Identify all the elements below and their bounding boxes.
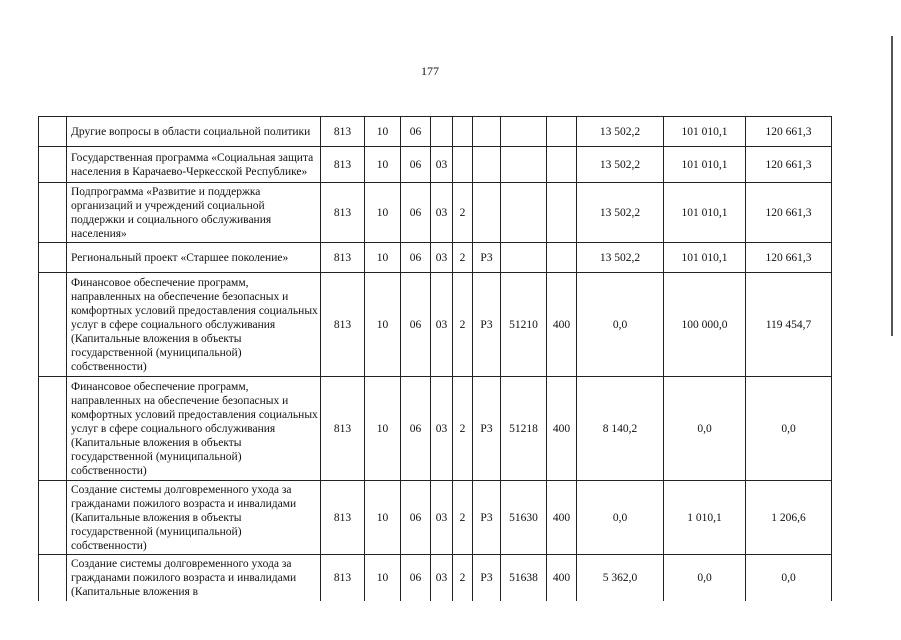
section-code-cell: 10 <box>365 377 401 481</box>
target-article-cell: 51630 <box>501 481 547 555</box>
ved-code-cell: 813 <box>321 147 365 183</box>
section-code-cell: 10 <box>365 243 401 273</box>
amount-year2-cell: 1 010,1 <box>664 481 746 555</box>
amount-year2-cell: 101 010,1 <box>664 183 746 243</box>
row-number-cell <box>39 273 67 377</box>
program-code-cell: 03 <box>431 377 453 481</box>
ved-code-cell: 813 <box>321 183 365 243</box>
row-name-cell: Другие вопросы в области социальной политики <box>67 117 321 147</box>
row-number-cell <box>39 147 67 183</box>
subsection-code-cell: 06 <box>401 555 431 601</box>
subprogram-code-cell: 2 <box>453 243 473 273</box>
section-code-cell: 10 <box>365 117 401 147</box>
subprogram-code-cell: 2 <box>453 377 473 481</box>
amount-year3-cell: 0,0 <box>746 377 832 481</box>
amount-year1-cell: 8 140,2 <box>577 377 664 481</box>
ved-code-cell: 813 <box>321 117 365 147</box>
subprogram-code-cell: 2 <box>453 481 473 555</box>
project-code-cell: P3 <box>473 243 501 273</box>
program-code-cell: 03 <box>431 481 453 555</box>
amount-year2-cell: 0,0 <box>664 555 746 601</box>
table-row <box>39 147 832 183</box>
target-article-cell <box>501 183 547 243</box>
row-number-cell <box>39 243 67 273</box>
program-code-cell: 03 <box>431 183 453 243</box>
target-article-cell: 51638 <box>501 555 547 601</box>
table-row <box>39 555 832 601</box>
subprogram-code-cell: 2 <box>453 273 473 377</box>
project-code-cell <box>473 117 501 147</box>
program-code-cell: 03 <box>431 555 453 601</box>
amount-year3-cell: 119 454,7 <box>746 273 832 377</box>
ved-code-cell: 813 <box>321 243 365 273</box>
amount-year1-cell: 5 362,0 <box>577 555 664 601</box>
row-name-cell: Создание системы долговременного ухода за гражданами пожилого возраста и инвалидами (Капитальные вложения в <box>67 555 321 601</box>
section-code-cell: 10 <box>365 555 401 601</box>
expense-type-cell <box>547 117 577 147</box>
section-code-cell: 10 <box>365 273 401 377</box>
ved-code-cell: 813 <box>321 377 365 481</box>
expense-type-cell <box>547 147 577 183</box>
amount-year3-cell: 120 661,3 <box>746 183 832 243</box>
row-name-cell: Подпрограмма «Развитие и поддержка организаций и учреждений социальной поддержки и социального обслуживания населения» <box>67 183 321 243</box>
amount-year1-cell: 13 502,2 <box>577 243 664 273</box>
amount-year3-cell: 120 661,3 <box>746 243 832 273</box>
subprogram-code-cell: 2 <box>453 555 473 601</box>
table-row <box>39 183 832 243</box>
amount-year1-cell: 0,0 <box>577 273 664 377</box>
target-article-cell <box>501 147 547 183</box>
amount-year3-cell: 120 661,3 <box>746 117 832 147</box>
row-name-cell: Региональный проект «Старшее поколение» <box>67 243 321 273</box>
section-code-cell: 10 <box>365 183 401 243</box>
project-code-cell: P3 <box>473 377 501 481</box>
subprogram-code-cell <box>453 117 473 147</box>
amount-year2-cell: 101 010,1 <box>664 243 746 273</box>
subprogram-code-cell: 2 <box>453 183 473 243</box>
program-code-cell: 03 <box>431 273 453 377</box>
section-code-cell: 10 <box>365 147 401 183</box>
ved-code-cell: 813 <box>321 481 365 555</box>
subsection-code-cell: 06 <box>401 377 431 481</box>
project-code-cell <box>473 147 501 183</box>
row-number-cell <box>39 377 67 481</box>
expense-type-cell: 400 <box>547 273 577 377</box>
ved-code-cell: 813 <box>321 273 365 377</box>
row-number-cell <box>39 481 67 555</box>
expense-type-cell <box>547 183 577 243</box>
row-name-cell: Создание системы долговременного ухода за гражданами пожилого возраста и инвалидами (Капитальные вложения в объекты государственной (муниципальной) собственности) <box>67 481 321 555</box>
amount-year2-cell: 100 000,0 <box>664 273 746 377</box>
table-row <box>39 481 832 555</box>
amount-year1-cell: 0,0 <box>577 481 664 555</box>
subprogram-code-cell <box>453 147 473 183</box>
subsection-code-cell: 06 <box>401 117 431 147</box>
expense-type-cell <box>547 243 577 273</box>
subsection-code-cell: 06 <box>401 243 431 273</box>
amount-year3-cell: 0,0 <box>746 555 832 601</box>
expense-type-cell: 400 <box>547 555 577 601</box>
amount-year3-cell: 120 661,3 <box>746 147 832 183</box>
row-name-cell: Государственная программа «Социальная защита населения в Карачаево-Черкесской Республике» <box>67 147 321 183</box>
amount-year1-cell: 13 502,2 <box>577 147 664 183</box>
row-number-cell <box>39 183 67 243</box>
table-row <box>39 243 832 273</box>
page-number: 177 <box>421 64 439 78</box>
subsection-code-cell: 06 <box>401 481 431 555</box>
table-row <box>39 377 832 481</box>
project-code-cell: P3 <box>473 481 501 555</box>
expense-type-cell: 400 <box>547 377 577 481</box>
expense-type-cell: 400 <box>547 481 577 555</box>
project-code-cell <box>473 183 501 243</box>
amount-year1-cell: 13 502,2 <box>577 117 664 147</box>
amount-year2-cell: 101 010,1 <box>664 117 746 147</box>
target-article-cell <box>501 117 547 147</box>
row-number-cell <box>39 555 67 601</box>
amount-year3-cell: 1 206,6 <box>746 481 832 555</box>
subsection-code-cell: 06 <box>401 183 431 243</box>
amount-year1-cell: 13 502,2 <box>577 183 664 243</box>
table-row <box>39 117 832 147</box>
program-code-cell: 03 <box>431 147 453 183</box>
ved-code-cell: 813 <box>321 555 365 601</box>
budget-table <box>38 116 832 601</box>
target-article-cell <box>501 243 547 273</box>
subsection-code-cell: 06 <box>401 273 431 377</box>
target-article-cell: 51218 <box>501 377 547 481</box>
project-code-cell: P3 <box>473 555 501 601</box>
subsection-code-cell: 06 <box>401 147 431 183</box>
amount-year2-cell: 0,0 <box>664 377 746 481</box>
project-code-cell: P3 <box>473 273 501 377</box>
table-row <box>39 273 832 377</box>
program-code-cell <box>431 117 453 147</box>
amount-year2-cell: 101 010,1 <box>664 147 746 183</box>
section-code-cell: 10 <box>365 481 401 555</box>
target-article-cell: 51210 <box>501 273 547 377</box>
row-name-cell: Финансовое обеспечение программ, направленных на обеспечение безопасных и комфортных условий предоставления социальных услуг в сфере социального обслуживания (Капитальные вложения в объекты государственной (муниципальной) собственности) <box>67 377 321 481</box>
scan-edge-mark <box>891 36 893 336</box>
row-number-cell <box>39 117 67 147</box>
row-name-cell: Финансовое обеспечение программ, направленных на обеспечение безопасных и комфортных условий предоставления социальных услуг в сфере социального обслуживания (Капитальные вложения в объекты государственной (муниципальной) собственности) <box>67 273 321 377</box>
program-code-cell: 03 <box>431 243 453 273</box>
